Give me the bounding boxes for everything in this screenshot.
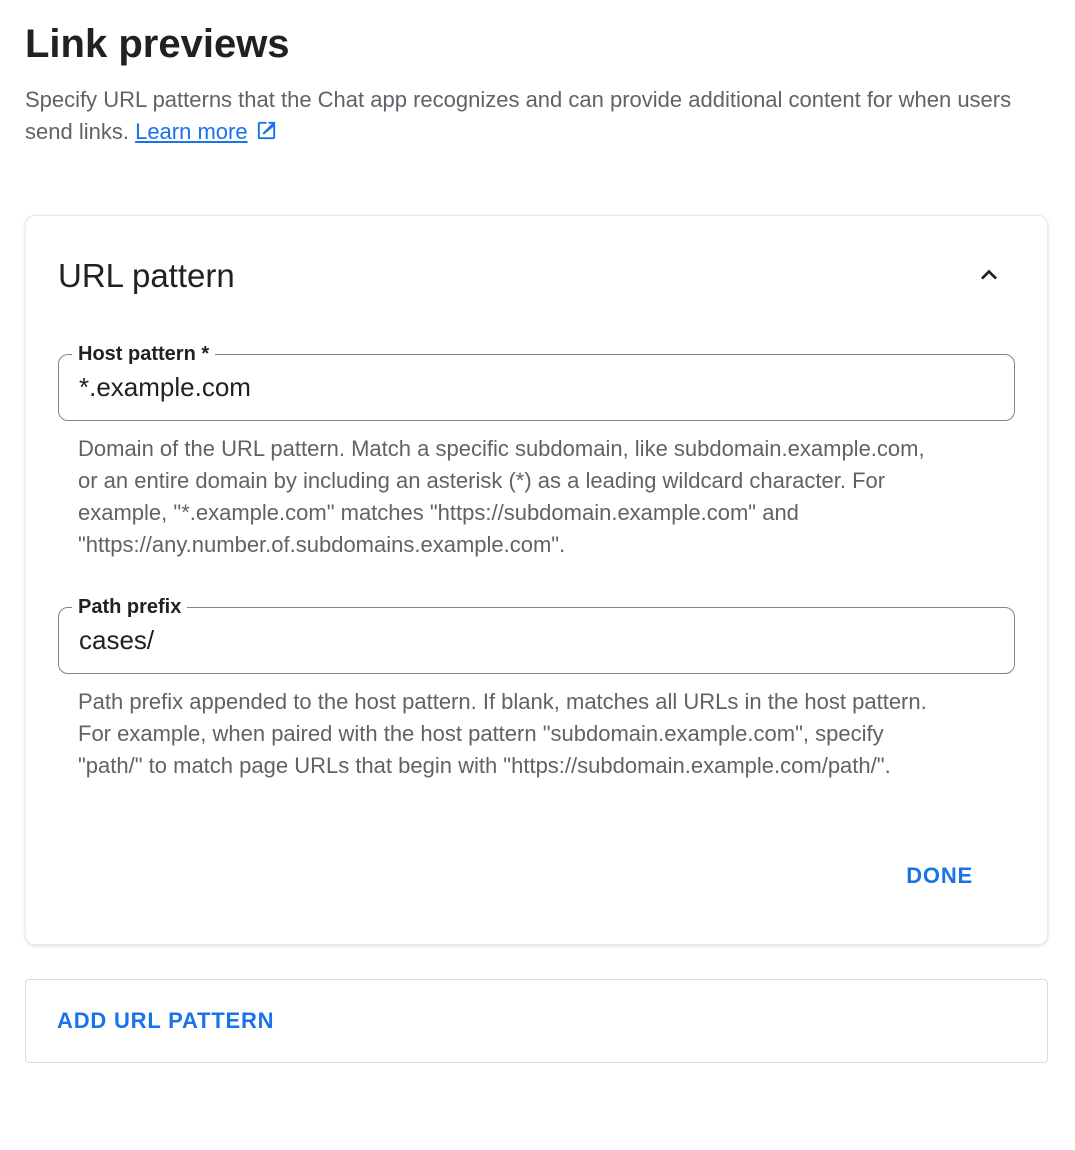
card-header [58,254,1015,298]
card-title: URL pattern [58,257,235,294]
host-pattern-label: Host pattern * [72,341,215,367]
path-prefix-label: Path prefix [72,594,187,620]
path-prefix-input[interactable] [59,608,1014,673]
path-prefix-field [58,596,1015,782]
host-pattern-outline [58,343,1015,421]
add-url-pattern-label: ADD URL PATTERN [57,1008,275,1033]
learn-more-link[interactable] [135,119,248,144]
add-url-pattern-button[interactable] [25,979,1048,1063]
chevron-up-icon [973,259,1005,294]
learn-more-label: Learn more [135,119,248,144]
page-description [25,84,1035,151]
path-prefix-helper-text: Path prefix appended to the host pattern. If blank, matches all URLs in the host pattern. For example, when paired with the host pattern "subdomain.example.com", specify "path/" to match page URLs that begin with "https://subdomain.example.com/path/". [78,689,927,778]
host-pattern-field [58,343,1015,561]
open-in-new-icon [255,119,278,151]
host-pattern-helper-text: Domain of the URL pattern. Match a specific subdomain, like subdomain.example.com, or an entire domain by including an asterisk (*) as a leading wildcard character. For example, "*.example.com" matches "https://subdomain.example.com" and "https://any.number.of.subdomains.example.com". [78,436,925,557]
card-actions [58,854,1015,898]
url-pattern-card [25,215,1048,945]
done-button[interactable]: DONE [896,854,983,898]
page-description-text: Specify URL patterns that the Chat app recognizes and can provide additional content for when users send links. [25,87,1012,144]
page-title: Link previews [25,22,290,66]
path-prefix-outline [58,596,1015,674]
collapse-button[interactable] [971,257,1007,296]
